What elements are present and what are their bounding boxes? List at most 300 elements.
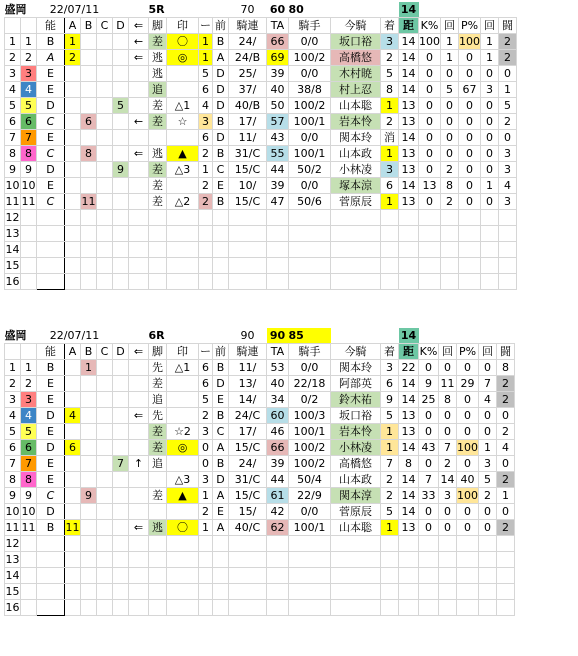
ta-value [267, 536, 289, 552]
c-rank [97, 504, 113, 520]
a-rank [65, 130, 81, 146]
num-col [5, 344, 21, 360]
mark-number: 6 [199, 360, 213, 376]
tou [497, 584, 515, 600]
ta-value [267, 552, 289, 568]
b-rank [81, 392, 97, 408]
kishu-value [289, 274, 331, 290]
nou-rank [37, 584, 65, 600]
kishu-value [289, 552, 331, 568]
kai: 0 [439, 520, 457, 536]
kai: 2 [441, 194, 459, 210]
ta-value: 62 [267, 520, 289, 536]
c-rank [97, 488, 113, 504]
horse-number: 8 [5, 146, 21, 162]
mae-rank: C [213, 424, 229, 440]
renki: 15/C [229, 194, 267, 210]
nou-col: 能 [37, 344, 65, 360]
nou-rank: D [37, 440, 65, 456]
kyori: 13 [399, 520, 419, 536]
kishu-header-2: 85 [289, 328, 331, 344]
nou-rank: C [37, 146, 65, 162]
race-date: 22/07/11 [37, 2, 113, 18]
imaki-name: 菅原辰 [331, 194, 381, 210]
nou-rank [37, 258, 65, 274]
waku-number: 7 [21, 130, 37, 146]
c-rank [97, 66, 113, 82]
b-rank [81, 258, 97, 274]
spacer [213, 328, 229, 344]
ta-value: 46 [267, 424, 289, 440]
nou-rank: E [37, 178, 65, 194]
kishu-value [289, 536, 331, 552]
kai2: 0 [479, 408, 497, 424]
a-rank [65, 178, 81, 194]
ta-value [267, 274, 289, 290]
k-pct: 0 [419, 408, 439, 424]
spacer [331, 328, 381, 344]
shirushi-mark [167, 456, 199, 472]
imaki-name [331, 274, 381, 290]
d-rank [113, 226, 129, 242]
kishu-col: 騎手 [289, 344, 331, 360]
ta-col: TA [267, 344, 289, 360]
kyaku-type [149, 568, 167, 584]
p-pct [459, 226, 481, 242]
kai: 2 [441, 162, 459, 178]
nou-rank [37, 552, 65, 568]
kyori: 14 [399, 66, 419, 82]
arrow-mark [129, 178, 149, 194]
tou: 2 [497, 392, 515, 408]
kishu-value: 100/2 [289, 98, 331, 114]
horse-number: 4 [5, 408, 21, 424]
kai2: 0 [481, 130, 499, 146]
kyaku-col: 脚 [149, 344, 167, 360]
c-rank [97, 552, 113, 568]
kyaku-type [149, 600, 167, 616]
kyaku-type: 差 [149, 162, 167, 178]
arrow-mark: ← [129, 34, 149, 50]
horse-number: 16 [5, 275, 20, 288]
mark-number [199, 568, 213, 584]
kishu-value: 100/3 [289, 408, 331, 424]
tou [499, 258, 517, 274]
table-row [5, 440, 515, 456]
mae-rank: D [213, 98, 229, 114]
horse-number: 15 [5, 585, 20, 598]
mae-rank: E [213, 504, 229, 520]
kyaku-type: 差 [149, 178, 167, 194]
b-rank [81, 210, 97, 226]
spacer [439, 328, 457, 344]
waku-number [21, 536, 37, 552]
kishu-value [289, 600, 331, 616]
horse-number: 2 [5, 376, 21, 392]
horse-number: 12 [5, 537, 20, 550]
k-pct [419, 536, 439, 552]
p-pct: 0 [457, 392, 479, 408]
mark-number [199, 584, 213, 600]
horse-number: 3 [5, 392, 21, 408]
mae-rank: C [213, 162, 229, 178]
nou-rank: E [37, 66, 65, 82]
mae-rank [213, 584, 229, 600]
p-pct: 0 [459, 178, 481, 194]
spacer [419, 2, 441, 18]
horse-number: 14 [5, 569, 20, 582]
a-rank [65, 472, 81, 488]
mae-rank: D [213, 472, 229, 488]
a-rank: 2 [65, 50, 81, 66]
spacer [497, 328, 515, 344]
tou: 1 [499, 82, 517, 98]
kai2: 5 [479, 472, 497, 488]
shirushi-mark [167, 226, 199, 242]
horse-number: 5 [5, 98, 21, 114]
kishu-value: 100/1 [289, 520, 331, 536]
mark-number [199, 274, 213, 290]
race-table-6r [4, 328, 515, 616]
tou: 8 [497, 360, 515, 376]
kai2 [479, 536, 497, 552]
mark-number: 5 [199, 66, 213, 82]
waku-number [21, 584, 37, 600]
p-pct: 0 [459, 146, 481, 162]
shirushi-mark: △3 [167, 162, 199, 178]
renki: 17/ [229, 424, 267, 440]
p-pct [457, 536, 479, 552]
mark-number: 3 [199, 424, 213, 440]
shirushi-mark [167, 242, 199, 258]
p-pct: 0 [457, 520, 479, 536]
shirushi-mark [167, 392, 199, 408]
c-rank [97, 472, 113, 488]
shirushi-mark [167, 600, 199, 616]
p-pct: 0 [459, 130, 481, 146]
waku-number [21, 258, 37, 274]
tou: 0 [499, 130, 517, 146]
arrow-mark [129, 98, 149, 114]
c-rank [97, 360, 113, 376]
table-row [5, 162, 517, 178]
mae-rank: B [213, 408, 229, 424]
mark-number: 6 [199, 130, 213, 146]
kai2 [479, 568, 497, 584]
renki: 17/ [229, 114, 267, 130]
b-rank [81, 66, 97, 82]
kishu-value: 22/9 [289, 488, 331, 504]
shirushi-mark: ▲ [167, 488, 199, 504]
mark-number: 4 [199, 98, 213, 114]
d-rank [113, 392, 129, 408]
table-row [5, 178, 517, 194]
waku-number: 6 [21, 114, 37, 130]
k-pct [419, 552, 439, 568]
p-pct: 0 [459, 194, 481, 210]
kai: 11 [440, 377, 455, 390]
shirushi-mark: 〇 [167, 520, 199, 536]
d-col: D [113, 18, 129, 34]
b-rank [81, 408, 97, 424]
horse-number: 13 [5, 553, 20, 566]
imaki-name [331, 536, 381, 552]
kishu-header-1: 60 [267, 2, 289, 18]
kishu-value: 0/0 [289, 360, 331, 376]
table-row [5, 242, 517, 258]
mae-rank: A [213, 440, 229, 456]
k-pct: 13 [419, 178, 441, 194]
kai: 0 [439, 360, 457, 376]
renki: 37/ [229, 82, 267, 98]
kai2: 0 [481, 146, 499, 162]
tou: 3 [499, 162, 517, 178]
p-pct [459, 210, 481, 226]
d-rank [113, 552, 129, 568]
a-rank [65, 424, 81, 440]
ta-value [267, 568, 289, 584]
table-row [5, 392, 515, 408]
c-rank [97, 584, 113, 600]
chaku: 2 [381, 488, 399, 504]
table-row [5, 408, 515, 424]
renki [229, 274, 267, 290]
chaku [381, 600, 399, 616]
chaku [381, 536, 399, 552]
ta-header-value: 90 [229, 328, 267, 344]
shirushi-mark [167, 552, 199, 568]
shirushi-mark [167, 584, 199, 600]
b-rank [81, 472, 97, 488]
c-rank [97, 376, 113, 392]
c-rank [97, 82, 113, 98]
a-rank [65, 376, 81, 392]
k-pct: 43 [419, 440, 439, 456]
mark-number [199, 536, 213, 552]
horse-number: 10 [5, 505, 20, 518]
renki: 15/C [229, 440, 267, 456]
waku-number: 8 [21, 146, 37, 162]
mark-number [199, 552, 213, 568]
imaki-name: 坂口裕 [331, 34, 381, 50]
shirushi-mark: △1 [167, 360, 199, 376]
ta-value: 39 [267, 178, 289, 194]
chaku [381, 568, 399, 584]
kishu-header-2: 80 [289, 2, 331, 18]
venue-label: 盛岡 [5, 328, 37, 344]
c-rank [97, 178, 113, 194]
d-rank [113, 146, 129, 162]
table-row [5, 456, 515, 472]
tou: 2 [499, 114, 517, 130]
kyori [399, 600, 419, 616]
imaki-name [331, 210, 381, 226]
kyaku-type: 差 [149, 376, 167, 392]
c-rank [97, 440, 113, 456]
a-rank [65, 536, 81, 552]
kyaku-type: 追 [149, 82, 167, 98]
a-rank [65, 242, 81, 258]
mae-rank: B [213, 456, 229, 472]
kai2 [481, 226, 499, 242]
mae-rank [213, 242, 229, 258]
kishu-value: 100/1 [289, 146, 331, 162]
p-pct: 0 [459, 162, 481, 178]
imaki-name: 菅原辰 [331, 504, 381, 520]
horse-number: 9 [5, 162, 21, 178]
kyori-col: 距 [399, 344, 419, 360]
horse-number: 14 [5, 243, 20, 256]
k-pct: 33 [419, 488, 439, 504]
d-rank [113, 376, 129, 392]
ta-value: 69 [267, 50, 289, 66]
c-rank [97, 146, 113, 162]
imaki-name [331, 600, 381, 616]
k-pct: 0 [419, 360, 439, 376]
kai2: 0 [479, 360, 497, 376]
nou-rank [37, 600, 65, 616]
shirushi-mark [167, 130, 199, 146]
imaki-name: 小林凌 [331, 440, 381, 456]
tou [499, 242, 517, 258]
mae-rank [213, 552, 229, 568]
c-rank [97, 130, 113, 146]
k-pct [419, 242, 441, 258]
tou: 0 [497, 456, 515, 472]
shirushi-mark [167, 82, 199, 98]
nou-rank [37, 210, 65, 226]
spacer [213, 2, 229, 18]
renki [229, 210, 267, 226]
waku-col [21, 344, 37, 360]
spacer [199, 2, 213, 18]
kai [439, 568, 457, 584]
tou: 1 [497, 488, 515, 504]
kai-col: 回 [439, 344, 457, 360]
kishu-value: 0/0 [289, 130, 331, 146]
kyaku-type: 先 [149, 360, 167, 376]
mae-rank [213, 536, 229, 552]
c-col: C [97, 18, 113, 34]
nou-rank: E [37, 456, 65, 472]
kyaku-type: 差 [149, 424, 167, 440]
kyaku-type: 逃 [149, 146, 167, 162]
renki-col: 騎連 [229, 18, 267, 34]
mark-number [199, 258, 213, 274]
ta-value: 60 [267, 408, 289, 424]
tou [497, 536, 515, 552]
renki: 24/B [229, 50, 267, 66]
kishu-value: 50/4 [289, 472, 331, 488]
renki: 15/ [229, 504, 267, 520]
d-rank: 5 [113, 98, 129, 114]
k-pct: 0 [419, 146, 441, 162]
imaki-name: 坂口裕 [331, 408, 381, 424]
mark-number: 1 [199, 34, 213, 50]
c-rank [97, 34, 113, 50]
kai: 0 [439, 424, 457, 440]
k-pct: 0 [419, 162, 441, 178]
b-rank: 8 [81, 146, 97, 162]
c-rank [97, 98, 113, 114]
d-rank [113, 50, 129, 66]
table-row [5, 504, 515, 520]
kyaku-type: 差 [149, 34, 167, 50]
kyori [399, 210, 419, 226]
table-row [5, 98, 517, 114]
b-rank [81, 584, 97, 600]
mark-number: 2 [199, 504, 213, 520]
k-pct: 0 [419, 424, 439, 440]
k-pct: 100 [419, 35, 440, 48]
chaku: 7 [381, 456, 399, 472]
arrow-mark [129, 274, 149, 290]
kpct-col: K% [419, 18, 441, 34]
mae-rank: D [213, 130, 229, 146]
arrow-mark [129, 376, 149, 392]
c-rank [97, 114, 113, 130]
spacer [499, 2, 517, 18]
d-rank [113, 440, 129, 456]
spacer [381, 2, 399, 18]
imaki-name: 関本淳 [331, 488, 381, 504]
a-rank [65, 456, 81, 472]
kishu-header-1: 90 [267, 328, 289, 344]
d-rank [113, 472, 129, 488]
a-rank [65, 568, 81, 584]
c-rank [97, 408, 113, 424]
chaku: 消 [381, 130, 399, 146]
kai2 [479, 552, 497, 568]
table-row [5, 472, 515, 488]
arrow-mark: ⇐ [129, 50, 149, 66]
b-rank [81, 504, 97, 520]
mark-number: 1 [199, 162, 213, 178]
mae-rank [213, 568, 229, 584]
mark-number: 3 [199, 114, 213, 130]
kai2: 0 [479, 520, 497, 536]
kishu-value: 0/0 [289, 66, 331, 82]
renki: 13/ [229, 376, 267, 392]
chaku: 6 [381, 376, 399, 392]
nou-rank [37, 568, 65, 584]
arrow-mark [129, 210, 149, 226]
kyaku-type: 逃 [149, 66, 167, 82]
renki: 24/C [229, 408, 267, 424]
horse-number: 16 [5, 601, 20, 614]
kyaku-type [149, 242, 167, 258]
c-rank [97, 392, 113, 408]
table-row [5, 584, 515, 600]
kyori-header: 14 [399, 328, 419, 344]
kai [441, 210, 459, 226]
renki: 40/B [229, 98, 267, 114]
horse-number: 8 [5, 472, 21, 488]
kai2: 1 [481, 34, 499, 50]
kishu-value: 38/8 [289, 82, 331, 98]
kyori: 14 [399, 178, 419, 194]
spacer [129, 2, 149, 18]
imaki-name: 山本政 [331, 146, 381, 162]
imaki-name: 小林凌 [331, 162, 381, 178]
arrow-mark [129, 488, 149, 504]
d-rank [113, 34, 129, 50]
kyori: 13 [399, 146, 419, 162]
kishu-value: 100/2 [289, 440, 331, 456]
imaki-name [331, 552, 381, 568]
chaku [381, 210, 399, 226]
kyaku-type: 差 [149, 488, 167, 504]
